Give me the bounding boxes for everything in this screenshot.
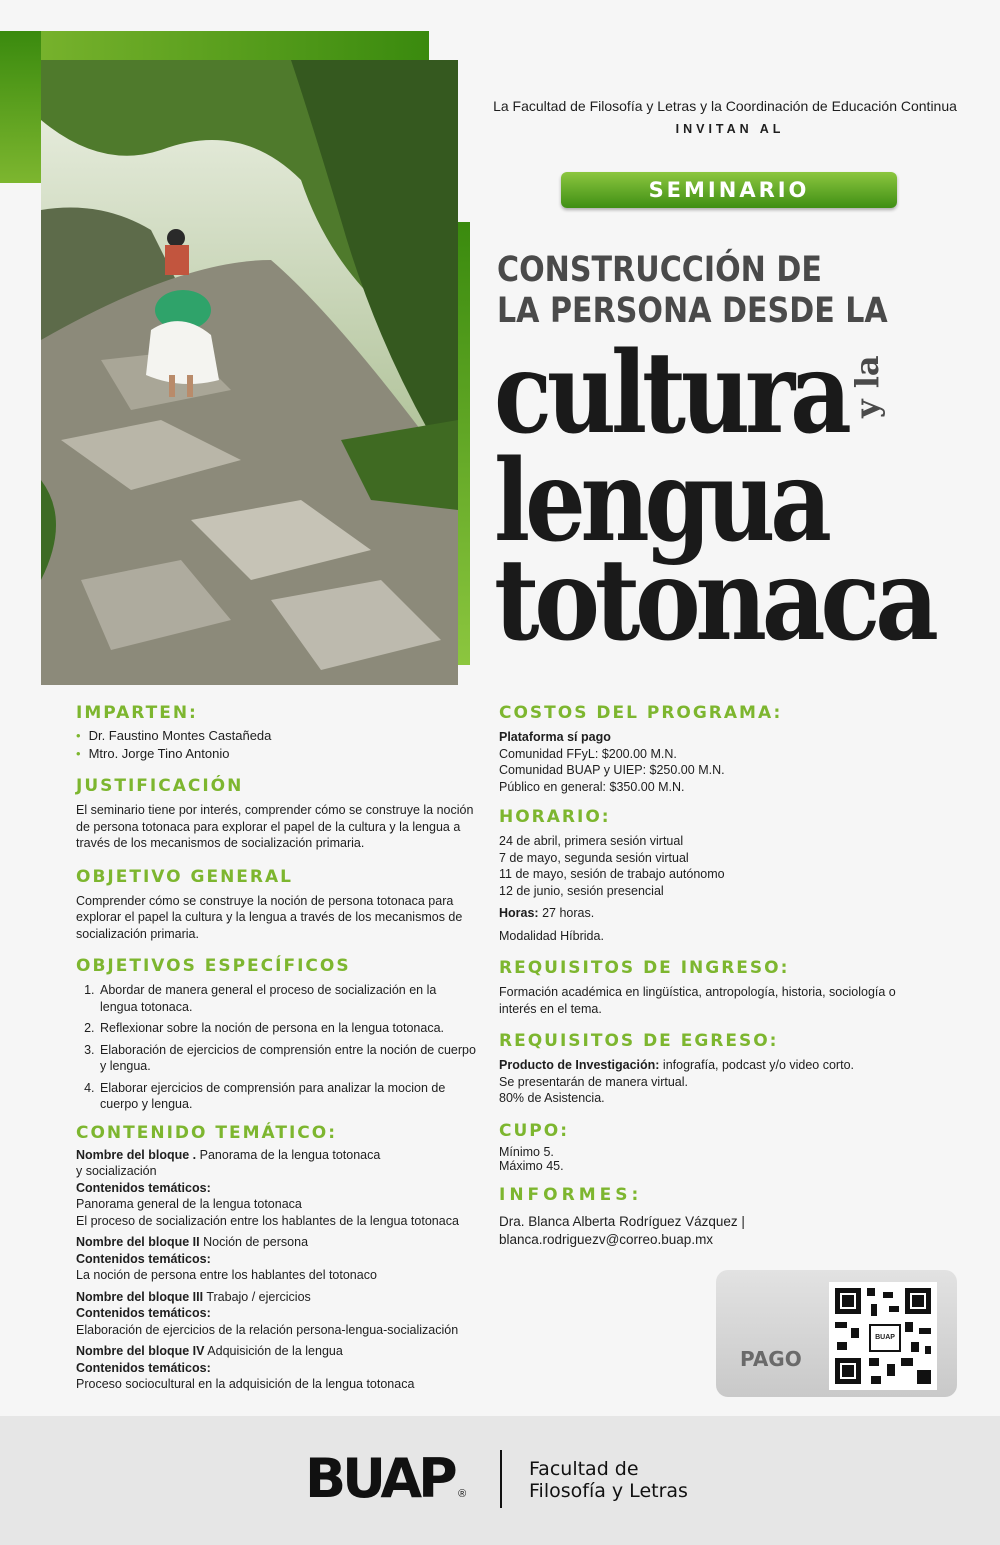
hero-photo <box>41 60 458 685</box>
right-column <box>499 703 939 1249</box>
costos-line: Público en general: $350.00 M.N. <box>499 779 685 794</box>
list-item: • Dr. Faustino Montes Castañeda <box>76 727 476 745</box>
bloque-label: Nombre del bloque II <box>76 1235 200 1249</box>
invite-sub: INVITAN AL <box>675 122 785 136</box>
title-line-1: CONSTRUCCIÓN DE <box>497 250 822 290</box>
pago-box[interactable] <box>716 1270 957 1397</box>
contenido-item: Elaboración de ejercicios de la relación persona-lengua-socialización <box>76 1322 459 1337</box>
horario-line: 24 de abril, primera sesión virtual <box>499 834 684 848</box>
horas-label: Horas: <box>499 906 539 920</box>
cupo-line: Mínimo 5. <box>499 1144 554 1159</box>
left-column <box>76 703 476 1393</box>
title-word-lengua: lengua <box>494 436 827 567</box>
faculty-line-1: Facultad de <box>529 1458 639 1480</box>
horario-body <box>499 833 939 944</box>
objetivos-especificos-heading: OBJETIVOS ESPECÍFICOS <box>76 956 351 976</box>
title-line-2: LA PERSONA DESDE LA <box>497 291 888 331</box>
contenidos-label: Contenidos temáticos: <box>76 1251 211 1266</box>
informes-body <box>499 1213 939 1249</box>
justificacion-text: El seminario tiene por interés, comprender cómo se construye la noción de persona totonaca para explorar el papel de la cultura y la lengua a través de los mecanismos de socialización primaria. <box>76 803 474 850</box>
list-item: 1. Abordar de manera general el proceso de socialización en la lengua totonaca. <box>98 982 476 1015</box>
req-egreso-body <box>499 1057 939 1107</box>
producto-value: infografía, podcast y/o video corto. <box>659 1058 854 1072</box>
title-word-totonaca: totonaca <box>494 535 934 666</box>
title-word-cultura: cultura <box>494 328 847 459</box>
informes-heading: INFORMES: <box>499 1184 643 1205</box>
bloque-label: Nombre del bloque III <box>76 1289 204 1304</box>
costos-body <box>499 729 939 795</box>
bloque-1 <box>76 1147 476 1230</box>
egreso-line: 80% de Asistencia. <box>499 1091 605 1105</box>
bloque-label: Nombre del bloque . <box>76 1147 197 1162</box>
qr-code[interactable] <box>829 1282 937 1390</box>
list-item: 4. Elaborar ejercicios de comprensión para analizar la mocion de cuerpo y lengua. <box>98 1080 476 1113</box>
costos-heading: COSTOS DEL PROGRAMA: <box>499 703 783 723</box>
title-connector: y la <box>848 355 886 418</box>
req-ingreso-heading: REQUISITOS DE INGRESO: <box>499 958 790 978</box>
imparten-list <box>76 727 476 763</box>
contenidos-label: Contenidos temáticos: <box>76 1306 211 1320</box>
contenido-item: La noción de persona entre los hablantes del totonaco <box>76 1268 377 1282</box>
egreso-line: Se presentarán de manera virtual. <box>499 1074 688 1089</box>
contenido-item: Proceso sociocultural en la adquisición de la lengua totonaca <box>76 1377 415 1391</box>
bloque-name: Trabajo / ejercicios <box>203 1289 311 1304</box>
contenido-body <box>76 1147 476 1393</box>
informes-name: Dra. Blanca Alberta Rodríguez Vázquez | <box>499 1213 745 1229</box>
list-item: • Mtro. Jorge Tino Antonio <box>76 745 476 763</box>
costos-sub: Plataforma sí pago <box>499 730 611 744</box>
list-item: 2. Reflexionar sobre la noción de persona en la lengua totonaca. <box>98 1020 476 1037</box>
horario-line: 7 de mayo, segunda sesión virtual <box>499 850 689 865</box>
bloque-3 <box>76 1289 476 1339</box>
green-bar-left <box>0 31 41 183</box>
bloque-4 <box>76 1343 476 1393</box>
imparten-heading: IMPARTEN: <box>76 703 198 723</box>
qr-center-badge: BUAP <box>869 1324 901 1352</box>
list-item: 3. Elaboración de ejercicios de comprensión entre la noción de cuerpo y lengua. <box>98 1042 476 1075</box>
seminario-label: SEMINARIO <box>648 178 810 202</box>
bloque-name: Panorama de la lengua totonaca <box>196 1147 381 1162</box>
modalidad: Modalidad Híbrida. <box>499 928 604 943</box>
req-ingreso-text: Formación académica en lingüística, antropología, historia, sociología o interés en el tema. <box>499 985 896 1016</box>
informes-email[interactable]: blanca.rodriguezv@correo.buap.mx <box>499 1231 714 1247</box>
buap-logo <box>305 1447 467 1510</box>
bloque-2 <box>76 1234 476 1284</box>
registered-mark: ® <box>458 1488 467 1500</box>
objetivo-general-text: Comprender cómo se construye la noción de persona totonaca para explorar el papel la cultura y la lengua a través de los mecanismos de socialización primaria. <box>76 893 463 941</box>
pago-label: PAGO <box>740 1347 802 1371</box>
horario-line: 11 de mayo, sesión de trabajo autónomo <box>499 867 725 881</box>
costos-line: Comunidad FFyL: $200.00 M.N. <box>499 746 677 761</box>
justificacion-heading: JUSTIFICACIÓN <box>76 776 244 796</box>
contenido-item: El proceso de socialización entre los hablantes de la lengua totonaca <box>76 1213 459 1228</box>
buap-logo-text: BUAP <box>305 1447 454 1510</box>
bloque-label: Nombre del bloque IV <box>76 1344 205 1358</box>
seminario-badge <box>561 172 897 208</box>
cupo-line: Máximo 45. <box>499 1158 564 1173</box>
contenidos-label: Contenidos temáticos: <box>76 1180 211 1195</box>
objetivo-general-heading: OBJETIVO GENERAL <box>76 866 293 887</box>
costos-line: Comunidad BUAP y UIEP: $250.00 M.N. <box>499 763 725 777</box>
contenido-item: Panorama general de la lengua totonaca <box>76 1197 302 1211</box>
faculty-name <box>529 1458 688 1502</box>
horario-line: 12 de junio, sesión presencial <box>499 883 664 898</box>
bloque-name: Noción de persona <box>199 1235 309 1249</box>
contenidos-label: Contenidos temáticos: <box>76 1360 211 1375</box>
bloque-name-cont: y socialización <box>76 1164 157 1178</box>
footer-divider <box>500 1450 502 1508</box>
cupo-heading: CUPO: <box>499 1120 569 1141</box>
footer <box>0 1416 1000 1545</box>
producto-label: Producto de Investigación: <box>499 1058 660 1072</box>
req-egreso-heading: REQUISITOS DE EGRESO: <box>499 1031 779 1051</box>
cupo-body <box>499 1145 939 1173</box>
invite-line: La Facultad de Filosofía y Letras y la Coordinación de Educación Continua <box>493 98 957 114</box>
horas-value: 27 horas. <box>538 906 595 920</box>
faculty-line-2: Filosofía y Letras <box>529 1480 688 1502</box>
contenido-heading: CONTENIDO TEMÁTICO: <box>76 1122 338 1143</box>
bloque-name: Adquisición de la lengua <box>204 1344 343 1358</box>
hero-photo-illustration <box>41 60 458 685</box>
objetivos-especificos-list <box>76 982 476 1113</box>
green-bar-top <box>0 31 429 61</box>
horario-heading: HORARIO: <box>499 807 611 827</box>
